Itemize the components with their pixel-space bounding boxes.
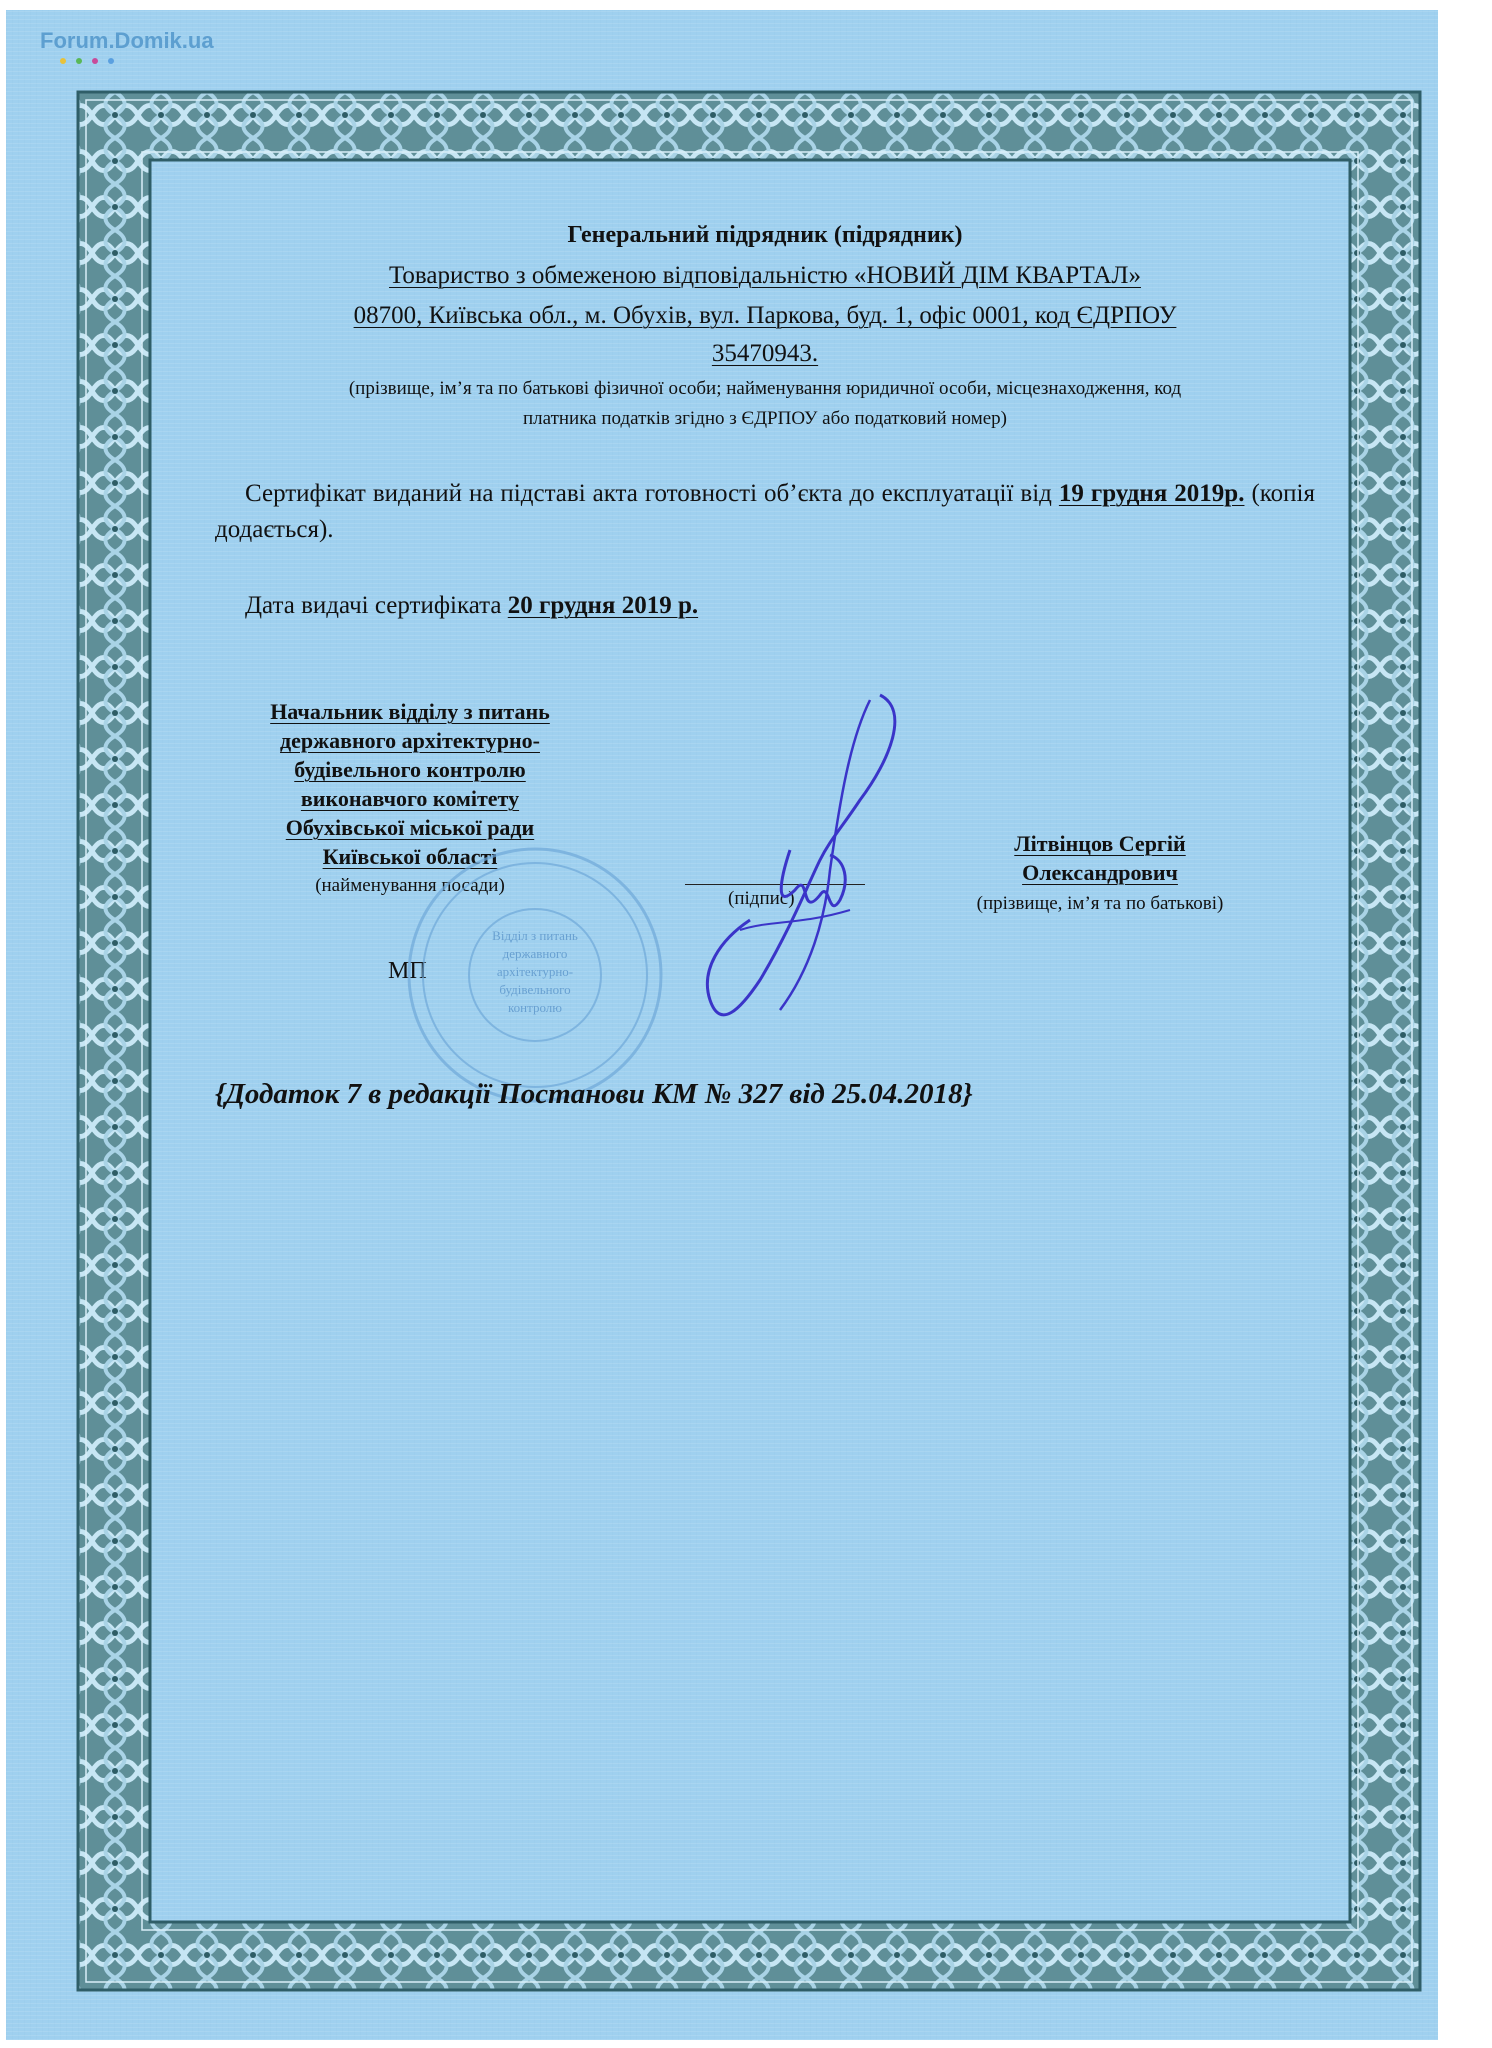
handwritten-signature: [680, 680, 930, 1040]
act-date: 19 грудня 2019р.: [1058, 480, 1245, 507]
position-line: виконавчого комітету: [300, 786, 520, 811]
issue-date-line: [215, 588, 1315, 624]
header-hint-line-1: (прізвище, ім’я та по батькові фізичної особи; найменування юридичної особи, місцезнаходження, код: [348, 378, 1182, 399]
name-hint: (прізвище, ім’я та по батькові): [976, 893, 1224, 914]
company-name-text: Товариство з обмеженою відповідальністю «НОВИЙ ДІМ КВАРТАЛ»: [389, 262, 1141, 289]
basis-text-tail: (копія додається).: [215, 480, 1315, 543]
company-address-text: 08700, Київська обл., м. Обухів, вул. Паркова, буд. 1, офіс 0001, код ЄДРПОУ: [353, 302, 1177, 329]
company-code: [200, 340, 1330, 368]
company-name: [200, 262, 1330, 290]
company-address: [200, 302, 1330, 330]
site-watermark: Forum.Domik.ua: [40, 28, 214, 53]
basis-paragraph: [215, 476, 1315, 548]
seal-label: МП: [388, 958, 427, 984]
name-line: Літвінцов Сергій: [1014, 831, 1186, 856]
signature-hint: (підпис): [728, 888, 795, 909]
position-line: державного архітектурно-: [280, 728, 540, 753]
position-line: Київської області: [322, 844, 498, 869]
stamp-text: контролю: [508, 1000, 562, 1015]
stamp-text: архітектурно-: [496, 964, 574, 979]
issue-date-label: Дата видачі сертифіката: [245, 592, 508, 619]
basis-text: Сертифікат виданий на підставі акта готовності об’єкта до експлуатації від: [245, 480, 1059, 507]
position-line: Обухівської міської ради: [285, 815, 535, 840]
position-hint: (найменування посади): [315, 875, 505, 896]
stamp-text: будівельного: [499, 982, 571, 997]
company-code-text: 35470943.: [711, 340, 819, 367]
round-stamp: [400, 840, 670, 1110]
stamp-text: Відділ з питань: [492, 928, 578, 943]
stamp-text: державного: [502, 946, 568, 961]
header-hint-line-2: платника податків згідно з ЄДРПОУ або податковий номер): [523, 408, 1007, 429]
regulation-note: {Додаток 7 в редакції Постанови КМ № 327 від 25.04.2018}: [215, 1078, 973, 1110]
name-line: Олександрович: [1022, 860, 1178, 885]
contractor-title: Генеральний підрядник (підрядник): [567, 222, 963, 248]
official-name: [930, 829, 1270, 918]
position-line: будівельного контролю: [294, 757, 526, 782]
position-line: Начальник відділу з питань: [270, 699, 550, 724]
issue-date: 20 грудня 2019 р.: [507, 592, 699, 619]
